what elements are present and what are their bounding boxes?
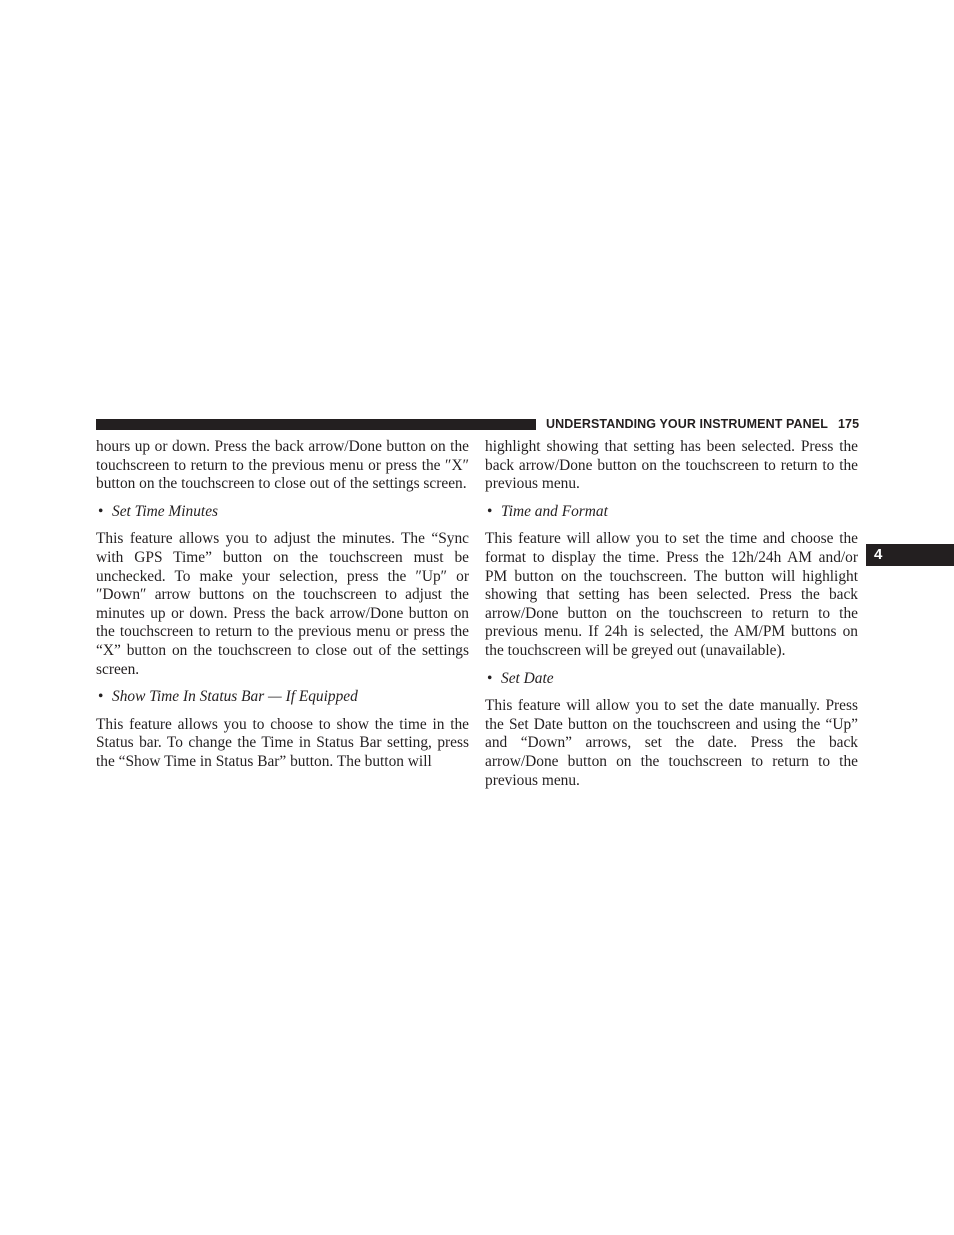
bullet-icon: • (98, 502, 104, 520)
bullet-heading-set-time-minutes (96, 503, 469, 522)
running-header (546, 417, 859, 431)
bullet-label: Show Time In Status Bar — If Equipped (112, 688, 358, 706)
bullet-icon: • (487, 669, 493, 687)
chapter-tab: 4 (866, 544, 954, 566)
paragraph: hours up or down. Press the back arrow/Done button on the touchscreen to return to the previous menu or press the ″X″ button on the touchscreen to close out of the settings screen. (96, 438, 469, 493)
paragraph: This feature will allow you to set the date manually. Press the Set Date button on the touchscreen and using the “Up” and “Down” arrows, set the date. Press the back arrow/Done button on the touchscreen to return to the previous menu. (485, 697, 858, 789)
bullet-label: Set Date (501, 669, 554, 687)
right-column (485, 438, 858, 799)
bullet-label: Set Time Minutes (112, 502, 219, 520)
left-column (96, 438, 469, 781)
page-number: 175 (837, 417, 860, 431)
bullet-heading-time-and-format (485, 503, 858, 522)
paragraph: This feature allows you to choose to show the time in the Status bar. To change the Time in Status Bar setting, press the “Show Time in Status Bar” button. The button will (96, 715, 469, 770)
paragraph: highlight showing that setting has been selected. Press the back arrow/Done button on the touchscreen to return to the previous menu. (485, 438, 858, 493)
paragraph: This feature allows you to adjust the minutes. The “Sync with GPS Time” button on the touchscreen must be unchecked. To make your selection, press the ″Up″ or ″Down″ arrow buttons on the touchscreen to adjust the minutes up or down. Press the back arrow/Done button on the touchscreen to return to the previous menu or press the “X” button on the touchscreen to close out of the settings screen. (96, 530, 469, 678)
section-title: UNDERSTANDING YOUR INSTRUMENT PANEL (546, 417, 828, 431)
paragraph: This feature will allow you to set the time and choose the format to display the time. Press the 12h/24h AM and/or PM button on the touchscreen. The button will highlight showing that setting has been selected. Press the back arrow/Done button on the touchscreen to return to the previous menu. If 24h is selected, the AM/PM buttons on the touchscreen will be greyed out (unavailable). (485, 530, 858, 659)
header-rule (96, 419, 536, 430)
bullet-icon: • (487, 502, 493, 520)
bullet-icon: • (98, 688, 104, 706)
bullet-label: Time and Format (501, 502, 608, 520)
bullet-heading-show-time-status-bar (96, 688, 469, 707)
bullet-heading-set-date (485, 670, 858, 689)
